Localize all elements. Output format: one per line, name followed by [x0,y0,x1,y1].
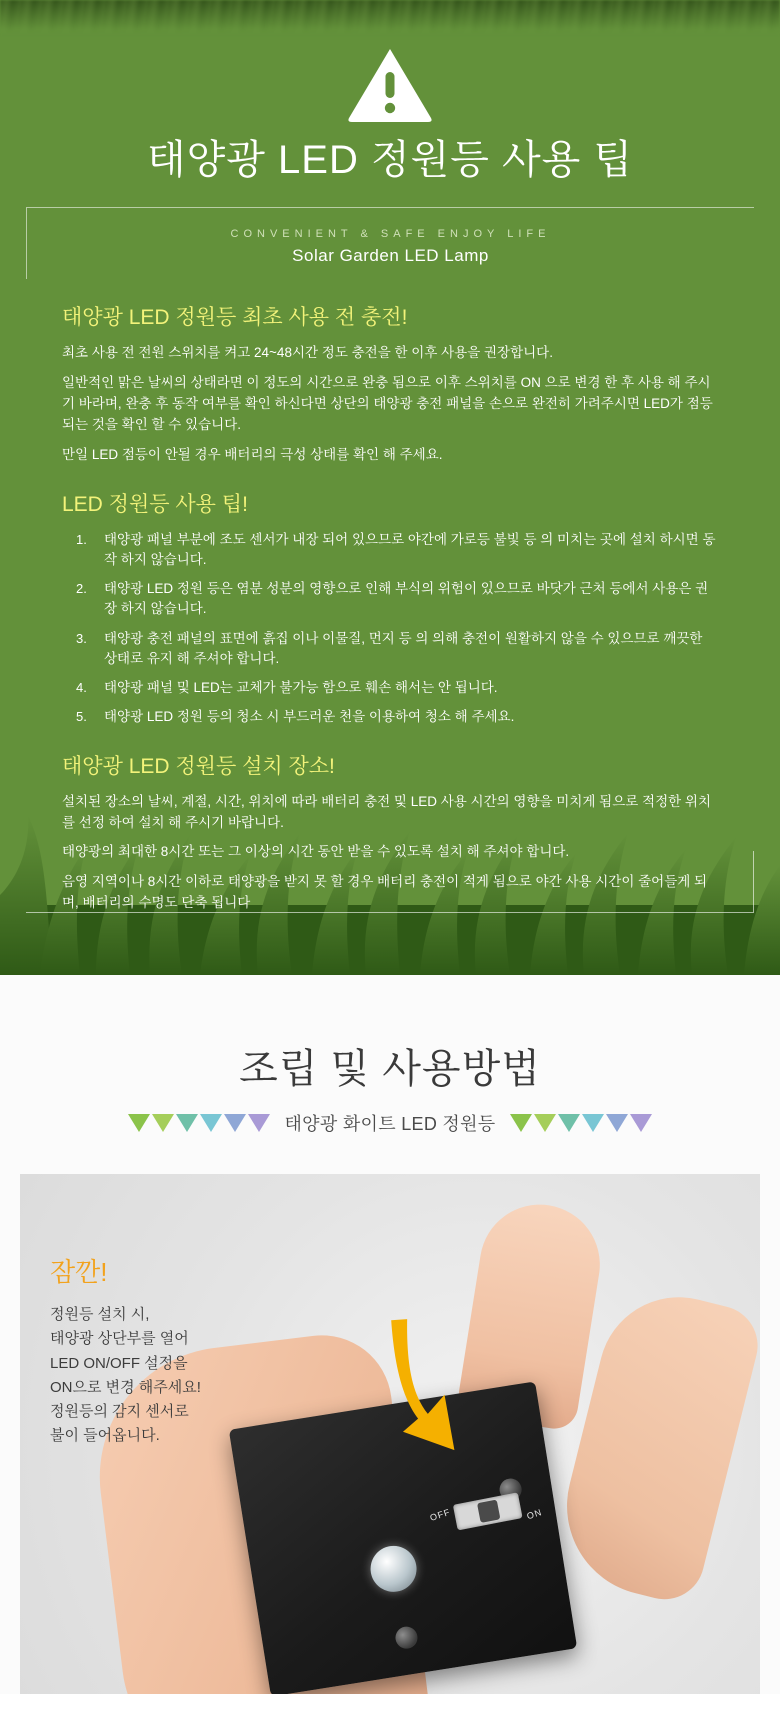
section-heading-charging: 태양광 LED 정원등 최초 사용 전 충전! [62,306,408,329]
subtitle-block [26,207,754,279]
triangle-icon [152,1114,174,1132]
caption-line: 태양광 상단부를 열어 [50,1330,189,1348]
assembly-title: 조립 및 사용방법 [239,1047,541,1091]
assembly-subtitle-row [0,1110,780,1136]
caption-body [50,1303,280,1449]
section-heading-usage-tips: LED 정원등 사용 팁! [62,492,248,516]
triangle-icon [606,1114,628,1132]
triangle-icon [558,1114,580,1132]
eyebrow-text: CONVENIENT & SAFE ENJOY LIFE [230,228,551,240]
screw-icon [394,1625,419,1650]
paragraph: 음영 지역이나 8시간 이하로 태양광을 받지 못 할 경우 배터리 충전이 적게 됨으로 야간 사용 시간이 줄어들게 되며, 배터리의 수명도 단축 됩니다 [62,874,708,911]
caption-line: LED ON/OFF 설정을 [50,1354,188,1372]
page-title: 태양광 LED 정원등 사용 팁 [146,138,634,182]
usage-tips-list [62,530,718,728]
triangle-icon [248,1114,270,1132]
list-item: 태양광 LED 정원 등은 염분 성분의 영향으로 인해 부식의 위험이 있으므로 바닷가 근처 등에서 사용은 권장 하지 않습니다. [104,581,709,617]
photo-caption [50,1252,280,1449]
switch-knob[interactable] [477,1499,500,1522]
instruction-photo [20,1174,760,1694]
triangle-icon [534,1114,556,1132]
decorative-rule-bottom [26,851,754,913]
section-heading-install-location: 태양광 LED 정원등 설치 장소! [62,754,335,778]
paragraph: 태양광의 최대한 8시간 또는 그 이상의 시간 동안 받을 수 있도록 설치 해 주셔야 합니다. [62,844,570,860]
list-item: 태양광 LED 정원 등의 청소 시 부드러운 천을 이용하여 청소 해 주세요. [104,709,515,725]
paragraph: 최초 사용 전 전원 스위치를 켜고 24~48시간 정도 충전을 한 이후 사용을 권장합니다. [62,345,553,360]
arrow-icon [378,1314,448,1454]
caption-line: 정원등의 감지 센서로 [50,1403,189,1421]
triangle-icon [200,1114,222,1132]
list-item: 태양광 패널 부분에 조도 센서가 내장 되어 있으므로 야간에 가로등 불빛 등 의 미치는 곳에 설치 하시면 동작 하지 않습니다. [104,531,716,567]
triangles-left [128,1114,270,1132]
paragraph: 만일 LED 점등이 안될 경우 배터리의 극성 상태를 확인 해 주세요. [62,446,443,462]
warning-triangle-icon [0,46,780,127]
list-item: 태양광 충전 패널의 표면에 흙집 이나 이물질, 먼지 등 의 의해 충전이 원활하지 않을 수 있으므로 깨끗한 상태로 유지 해 주셔야 합니다. [104,630,703,666]
list-item: 태양광 패널 및 LED는 교체가 불가능 함으로 훼손 해서는 안 됩니다. [104,680,498,696]
triangle-icon [128,1114,150,1132]
triangle-icon [582,1114,604,1132]
caption-line: 불이 들어옵니다. [50,1427,160,1445]
switch-on-label: ON [525,1507,543,1522]
triangle-icon [176,1114,198,1132]
caption-line: 정원등 설치 시, [50,1306,150,1323]
triangle-icon [630,1114,652,1132]
subtitle-text: Solar Garden LED Lamp [292,246,489,265]
led-bulb [367,1543,420,1596]
on-off-switch[interactable] [453,1492,523,1530]
tips-content [0,279,780,914]
triangles-right [510,1114,652,1132]
caption-title: 잠깐! [50,1257,108,1287]
triangle-icon [510,1114,532,1132]
switch-off-label: OFF [428,1506,452,1523]
paragraph: 일반적인 맑은 날씨의 상태라면 이 정도의 시간으로 완충 됨으로 이후 스위치를 ON 으로 변경 한 후 사용 해 주시기 바라며, 완충 후 동작 여부를 확인 하신다면 상단의 태양광 충전 패널을 손으로 완전히 가려주시면 LED가 점등 되는 것을 확인 할 수 있습니다. [62,374,713,432]
triangle-icon [224,1114,246,1132]
paragraph: 설치된 장소의 날씨, 계절, 시간, 위치에 따라 배터리 충전 및 LED 사용 시간의 영향을 미치게 됨으로 적정한 위치를 선정 하여 설치 해 주시기 바랍니다. [62,793,711,830]
caption-line: ON으로 변경 해주세요! [50,1378,201,1396]
assembly-subtitle: 태양광 화이트 LED 정원등 [284,1114,496,1134]
assembly-section [0,975,780,1694]
